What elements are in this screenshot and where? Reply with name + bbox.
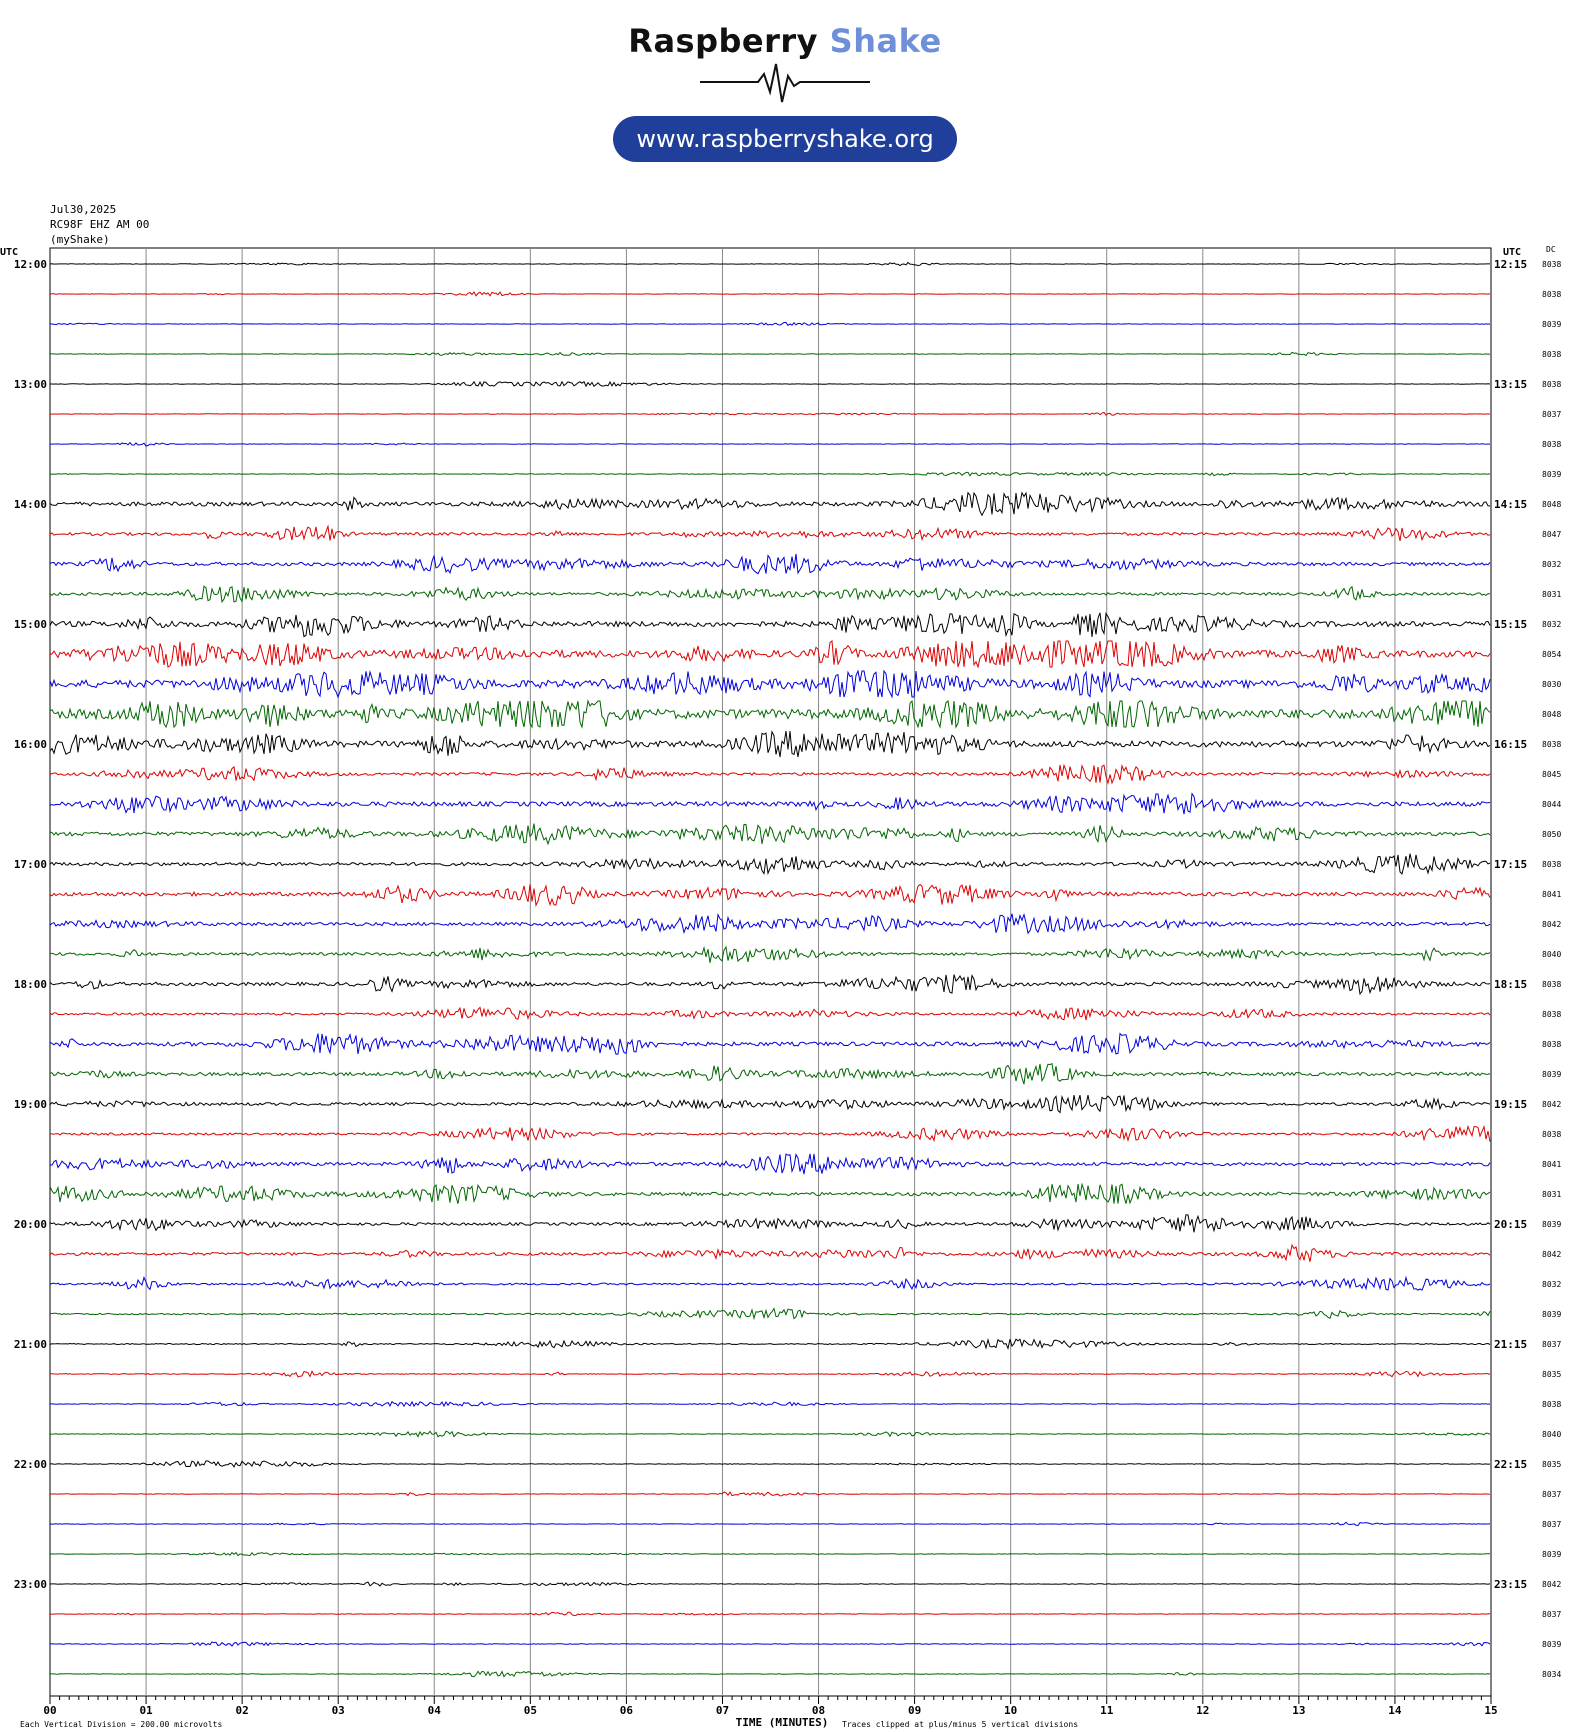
- trace-line: [50, 1309, 1490, 1319]
- dc-value-label: 8048: [1542, 500, 1562, 509]
- dc-value-label: 8039: [1542, 470, 1562, 479]
- hour-label-right: 21:15: [1494, 1338, 1528, 1351]
- hour-label-right: 13:15: [1494, 378, 1528, 391]
- x-tick-label: 11: [1100, 1704, 1114, 1717]
- dc-value-label: 8038: [1542, 350, 1562, 359]
- trace-line: [50, 526, 1490, 541]
- trace-line: [50, 947, 1490, 963]
- seismic-traces: [50, 263, 1490, 1677]
- dc-value-label: 8038: [1542, 980, 1562, 989]
- dc-value-label: 8039: [1542, 1070, 1562, 1079]
- trace-line: [50, 263, 1490, 266]
- dc-label: DC: [1546, 245, 1556, 254]
- dc-value-label: 8038: [1542, 440, 1562, 449]
- trace-line: [50, 613, 1490, 637]
- trace-line: [50, 352, 1490, 355]
- hour-label-right: 20:15: [1494, 1218, 1528, 1231]
- trace-line: [50, 1402, 1490, 1407]
- dc-value-label: 8038: [1542, 1130, 1562, 1139]
- dc-value-label: 8040: [1542, 950, 1562, 959]
- trace-line: [50, 1339, 1490, 1348]
- trace-line: [50, 975, 1490, 994]
- trace-line: [50, 671, 1490, 697]
- hour-label-right: 12:15: [1494, 258, 1528, 271]
- trace-line: [50, 824, 1490, 844]
- x-tick-label: 05: [523, 1704, 537, 1717]
- dc-value-label: 8054: [1542, 650, 1562, 659]
- trace-line: [50, 1064, 1490, 1085]
- hour-label-right: 14:15: [1494, 498, 1528, 511]
- hour-label-left: 13:00: [13, 378, 47, 391]
- brand-logo: [0, 22, 1570, 60]
- dc-value-label: 8038: [1542, 290, 1562, 299]
- dc-value-label: 8038: [1542, 380, 1562, 389]
- x-tick-label: 01: [139, 1704, 153, 1717]
- dc-value-label: 8034: [1542, 1670, 1562, 1679]
- hour-label-left: 19:00: [13, 1098, 47, 1111]
- utc-label-left: UTC: [0, 247, 19, 258]
- trace-line: [50, 1215, 1490, 1233]
- trace-line: [50, 1007, 1490, 1020]
- x-axis-title: TIME (MINUTES): [735, 1716, 829, 1729]
- x-tick-label: 00: [43, 1704, 57, 1717]
- trace-line: [50, 1278, 1490, 1291]
- hour-label-left: 15:00: [13, 618, 47, 631]
- axis-labels: [0, 245, 1561, 1729]
- trace-line: [50, 412, 1490, 415]
- trace-line: [50, 914, 1490, 933]
- dc-value-label: 8037: [1542, 1340, 1562, 1349]
- trace-line: [50, 765, 1490, 783]
- dc-value-label: 8031: [1542, 590, 1562, 599]
- dc-value-label: 8042: [1542, 1100, 1562, 1109]
- trace-line: [50, 1095, 1490, 1112]
- dc-value-label: 8037: [1542, 1610, 1562, 1619]
- footer-scale-note: Each Vertical Division = 200.00 microvolts: [20, 1720, 223, 1729]
- trace-line: [50, 586, 1490, 602]
- x-tick-label: 03: [331, 1704, 345, 1717]
- trace-line: [50, 1612, 1490, 1615]
- dc-value-label: 8039: [1542, 1310, 1562, 1319]
- dc-value-label: 8042: [1542, 920, 1562, 929]
- dc-value-label: 8039: [1542, 1550, 1562, 1559]
- trace-line: [50, 322, 1490, 325]
- trace-line: [50, 884, 1490, 905]
- hour-label-right: 17:15: [1494, 858, 1528, 871]
- hour-label-left: 18:00: [13, 978, 47, 991]
- trace-line: [50, 1461, 1490, 1467]
- dc-value-label: 8044: [1542, 800, 1562, 809]
- dc-value-label: 8038: [1542, 860, 1562, 869]
- trace-line: [50, 794, 1490, 815]
- footer-clip-note: Traces clipped at plus/minus 5 vertical divisions: [842, 1720, 1079, 1729]
- hour-label-left: 16:00: [13, 738, 47, 751]
- dc-value-label: 8042: [1542, 1580, 1562, 1589]
- dc-value-label: 8037: [1542, 410, 1562, 419]
- dc-value-label: 8042: [1542, 1250, 1562, 1259]
- trace-line: [50, 1642, 1490, 1646]
- hour-label-left: 21:00: [13, 1338, 47, 1351]
- dc-value-label: 8047: [1542, 530, 1562, 539]
- trace-line: [50, 854, 1490, 874]
- brand-word-raspberry: Raspberry: [628, 22, 819, 60]
- dc-value-label: 8037: [1542, 1490, 1562, 1499]
- x-tick-label: 08: [811, 1704, 826, 1717]
- plot-date: Jul30,2025: [50, 203, 117, 216]
- trace-line: [50, 731, 1490, 757]
- x-tick-label: 10: [1004, 1704, 1018, 1717]
- dc-value-label: 8041: [1542, 890, 1562, 899]
- x-tick-label: 06: [619, 1704, 634, 1717]
- trace-line: [50, 382, 1490, 387]
- dc-value-label: 8040: [1542, 1430, 1562, 1439]
- trace-line: [50, 1522, 1490, 1525]
- dc-value-label: 8035: [1542, 1370, 1562, 1379]
- dc-value-label: 8038: [1542, 1040, 1562, 1049]
- hour-label-left: 20:00: [13, 1218, 47, 1231]
- hour-label-left: 12:00: [13, 258, 47, 271]
- trace-line: [50, 701, 1490, 727]
- chart-grid: [50, 248, 1491, 1704]
- seismic-wave-icon: [700, 60, 870, 105]
- dc-value-label: 8030: [1542, 680, 1562, 689]
- dc-value-label: 8032: [1542, 1280, 1562, 1289]
- x-tick-label: 13: [1292, 1704, 1306, 1717]
- dc-value-label: 8037: [1542, 1520, 1562, 1529]
- station-id: RC98F EHZ AM 00: [50, 218, 150, 231]
- plot-frame: [50, 248, 1491, 1696]
- hour-label-right: 18:15: [1494, 978, 1528, 991]
- trace-line: [50, 1371, 1490, 1377]
- trace-line: [50, 292, 1490, 296]
- trace-line: [50, 472, 1490, 475]
- dc-value-label: 8038: [1542, 1010, 1562, 1019]
- x-tick-label: 07: [715, 1704, 730, 1717]
- hour-label-right: 15:15: [1494, 618, 1528, 631]
- website-link-button[interactable]: www.raspberryshake.org: [613, 116, 957, 162]
- hour-label-right: 22:15: [1494, 1458, 1528, 1471]
- hour-label-left: 22:00: [13, 1458, 47, 1471]
- hour-label-left: 14:00: [13, 498, 47, 511]
- brand-word-shake: Shake: [829, 22, 942, 60]
- dc-value-label: 8048: [1542, 710, 1562, 719]
- x-tick-label: 09: [907, 1704, 922, 1717]
- hour-label-right: 19:15: [1494, 1098, 1528, 1111]
- dc-value-label: 8039: [1542, 1640, 1562, 1649]
- hour-label-right: 23:15: [1494, 1578, 1528, 1591]
- dc-value-label: 8031: [1542, 1190, 1562, 1199]
- trace-line: [50, 1127, 1490, 1142]
- x-tick-label: 15: [1484, 1704, 1498, 1717]
- utc-label-right: UTC: [1503, 247, 1522, 258]
- trace-line: [50, 1184, 1490, 1204]
- trace-line: [50, 1431, 1490, 1436]
- trace-line: [50, 1245, 1490, 1262]
- trace-line: [50, 1154, 1490, 1174]
- hour-label-right: 16:15: [1494, 738, 1528, 751]
- dc-value-label: 8038: [1542, 740, 1562, 749]
- trace-line: [50, 554, 1490, 574]
- dc-value-label: 8038: [1542, 1400, 1562, 1409]
- x-tick-label: 04: [427, 1704, 441, 1717]
- trace-line: [50, 443, 1490, 446]
- dc-value-label: 8032: [1542, 620, 1562, 629]
- trace-line: [50, 1671, 1490, 1676]
- hour-label-left: 17:00: [13, 858, 47, 871]
- dc-value-label: 8032: [1542, 560, 1562, 569]
- trace-line: [50, 1034, 1490, 1055]
- x-tick-label: 02: [235, 1704, 249, 1717]
- trace-line: [50, 1553, 1490, 1556]
- x-tick-label: 12: [1196, 1704, 1210, 1717]
- dc-value-label: 8039: [1542, 320, 1562, 329]
- trace-line: [50, 641, 1490, 667]
- trace-line: [50, 493, 1490, 516]
- dc-value-label: 8045: [1542, 770, 1562, 779]
- dc-value-label: 8050: [1542, 830, 1562, 839]
- dc-value-label: 8041: [1542, 1160, 1562, 1169]
- brand-banner: [0, 0, 1570, 175]
- helicorder-chart: [0, 235, 1570, 1732]
- trace-line: [50, 1492, 1490, 1496]
- dc-value-label: 8035: [1542, 1460, 1562, 1469]
- x-tick-label: 14: [1388, 1704, 1402, 1717]
- dc-value-label: 8039: [1542, 1220, 1562, 1229]
- dc-value-label: 8038: [1542, 260, 1562, 269]
- trace-line: [50, 1582, 1490, 1586]
- hour-label-left: 23:00: [13, 1578, 47, 1591]
- station-owner: (myShake): [50, 233, 110, 246]
